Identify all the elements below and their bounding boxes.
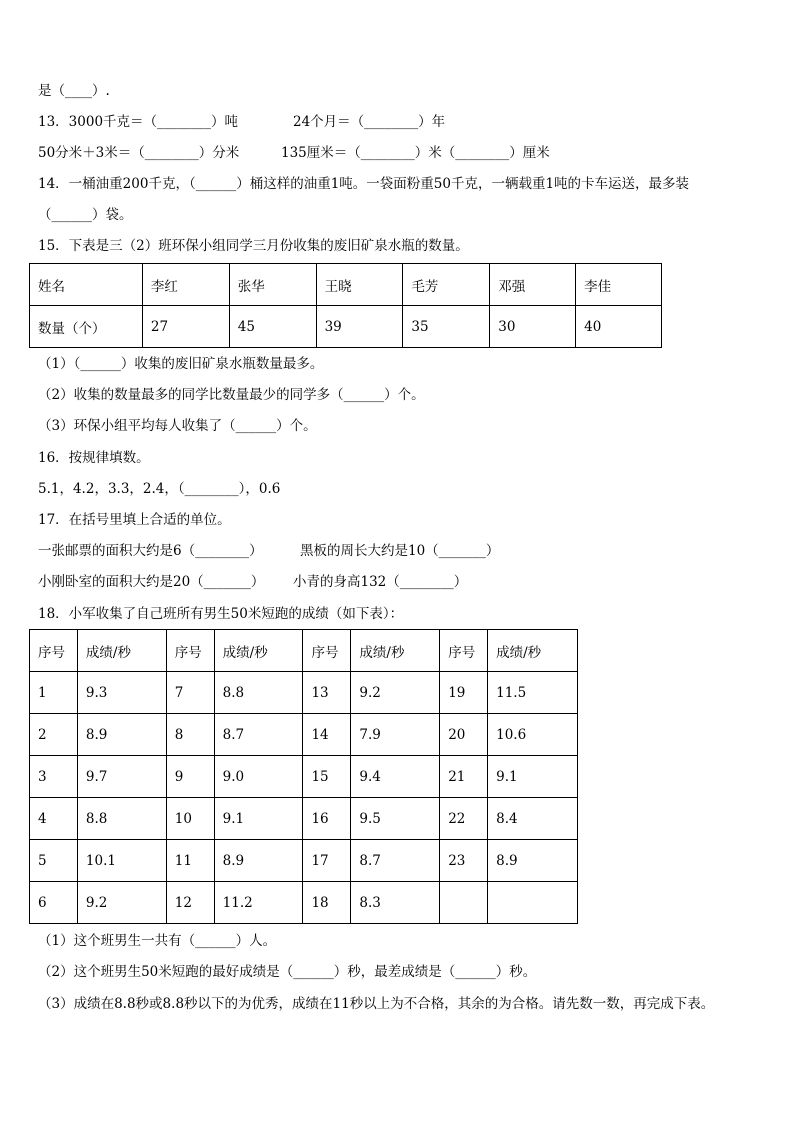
table-header-cell: 张华: [229, 264, 316, 306]
table-cell: 8.9: [77, 714, 166, 756]
table-header-cell: 王晓: [316, 264, 403, 306]
table-cell: 9: [166, 756, 214, 798]
table-cell: 8.9: [214, 840, 303, 882]
table-cell: 22: [440, 798, 488, 840]
table-cell: 9.3: [77, 672, 166, 714]
table-cell: 12: [166, 882, 214, 924]
q16-title: 16．按规律填数。: [38, 450, 150, 466]
table-cell: 9.2: [77, 882, 166, 924]
table-cell: 15: [303, 756, 351, 798]
table-header-cell: 序号: [440, 630, 488, 672]
table-cell: 8.7: [351, 840, 440, 882]
table-cell: 8: [166, 714, 214, 756]
table-cell: 8.7: [214, 714, 303, 756]
table-cell: 10.6: [488, 714, 578, 756]
table-cell: 数量（个）: [30, 306, 143, 348]
table-cell: [488, 882, 578, 924]
table-cell: 9.0: [214, 756, 303, 798]
table-header-cell: 邓强: [490, 264, 576, 306]
table-cell: 39: [316, 306, 403, 348]
table-cell: 5: [30, 840, 78, 882]
table-cell: 8.9: [488, 840, 578, 882]
table-cell: 16: [303, 798, 351, 840]
table-cell: 45: [229, 306, 316, 348]
table-cell: 20: [440, 714, 488, 756]
table-header-cell: 序号: [30, 630, 78, 672]
q15-sub1: （1）（______）收集的废旧矿泉水瓶数量最多。: [38, 356, 324, 372]
q17-item-a: 一张邮票的面积大约是6（________）: [38, 543, 263, 559]
table-header-cell: 姓名: [30, 264, 143, 306]
table-cell: 10: [166, 798, 214, 840]
q15-sub2: （2）收集的数量最多的同学比数量最少的同学多（______）个。: [38, 387, 425, 403]
table-row: [30, 264, 662, 306]
table-cell: 8.3: [351, 882, 440, 924]
table-cell: 9.2: [351, 672, 440, 714]
table-cell: 9.1: [214, 798, 303, 840]
table-cell: 35: [403, 306, 490, 348]
table-cell: 14: [303, 714, 351, 756]
table-cell: 3: [30, 756, 78, 798]
q18-sub3: （3）成绩在8.8秒或8.8秒以下的为优秀，成绩在11秒以上为不合格，其余的为合格。请先数一数，再完成下表。: [38, 996, 715, 1012]
table-cell: 21: [440, 756, 488, 798]
q17-item-d: 小青的身高132（________）: [293, 574, 468, 590]
table-cell: 9.7: [77, 756, 166, 798]
table-row: [30, 882, 578, 924]
table-cell: 8.4: [488, 798, 578, 840]
table-cell: 10.1: [77, 840, 166, 882]
table-cell: 13: [303, 672, 351, 714]
table-cell: 27: [142, 306, 229, 348]
table-row: [30, 672, 578, 714]
table-header-cell: 成绩/秒: [488, 630, 578, 672]
q15-sub3: （3）环保小组平均每人收集了（______）个。: [38, 418, 317, 434]
table-header-cell: 成绩/秒: [351, 630, 440, 672]
q13-item-a: 13．3000千克＝（________）吨: [38, 114, 239, 130]
table-cell: 8.8: [214, 672, 303, 714]
table-row: [30, 630, 578, 672]
table-cell: 2: [30, 714, 78, 756]
table-row: [30, 756, 578, 798]
table-cell: 4: [30, 798, 78, 840]
table-cell: 7: [166, 672, 214, 714]
table-row: [30, 840, 578, 882]
q17-title: 17．在括号里填上合适的单位。: [38, 512, 231, 528]
table-cell: 11.2: [214, 882, 303, 924]
q13-item-b: 24个月＝（________）年: [293, 114, 446, 130]
q17-item-c: 小刚卧室的面积大约是20（_______）: [38, 574, 265, 590]
table-row: [30, 306, 662, 348]
table-cell: 17: [303, 840, 351, 882]
table-header-cell: 序号: [303, 630, 351, 672]
table-header-cell: 李红: [142, 264, 229, 306]
table-cell: 6: [30, 882, 78, 924]
table-cell: 19: [440, 672, 488, 714]
q14-line2: （______）袋。: [38, 207, 133, 223]
table-cell: 23: [440, 840, 488, 882]
q14-line1: 14．一桶油重200千克，（______）桶这样的油重1吨。一袋面粉重50千克，一辆载重1吨的卡车运送，最多装: [38, 176, 690, 192]
table-row: [30, 714, 578, 756]
table-cell: 11.5: [488, 672, 578, 714]
table-cell: 11: [166, 840, 214, 882]
table-cell: 40: [576, 306, 662, 348]
q12-tail: 是（____）.: [38, 83, 110, 99]
q18-sub2: （2）这个班男生50米短跑的最好成绩是（______）秒，最差成绩是（______）秒。: [38, 964, 537, 980]
q18-title: 18．小军收集了自己班所有男生50米短跑的成绩（如下表）：: [38, 606, 404, 622]
q16-sequence: 5.1，4.2，3.3，2.4，（________），0.6: [38, 481, 281, 497]
table-cell: 9.5: [351, 798, 440, 840]
table-header-cell: 毛芳: [403, 264, 490, 306]
q13-item-d: 135厘米＝（________）米（________）厘米: [281, 145, 550, 161]
table-header-cell: 序号: [166, 630, 214, 672]
table-header-cell: 成绩/秒: [214, 630, 303, 672]
table-cell: 9.1: [488, 756, 578, 798]
sprint-results-table: [29, 629, 578, 924]
bottle-count-table: [29, 263, 662, 348]
table-row: [30, 798, 578, 840]
table-cell: [440, 882, 488, 924]
table-header-cell: 成绩/秒: [77, 630, 166, 672]
q17-item-b: 黑板的周长大约是10（_______）: [300, 543, 500, 559]
q15-title: 15．下表是三（2）班环保小组同学三月份收集的废旧矿泉水瓶的数量。: [38, 238, 469, 254]
table-cell: 8.8: [77, 798, 166, 840]
table-cell: 18: [303, 882, 351, 924]
table-cell: 1: [30, 672, 78, 714]
table-cell: 7.9: [351, 714, 440, 756]
table-cell: 30: [490, 306, 576, 348]
table-cell: 9.4: [351, 756, 440, 798]
q13-item-c: 50分米＋3米＝（________）分米: [38, 145, 240, 161]
table-header-cell: 李佳: [576, 264, 662, 306]
q18-sub1: （1）这个班男生一共有（______）人。: [38, 933, 277, 949]
